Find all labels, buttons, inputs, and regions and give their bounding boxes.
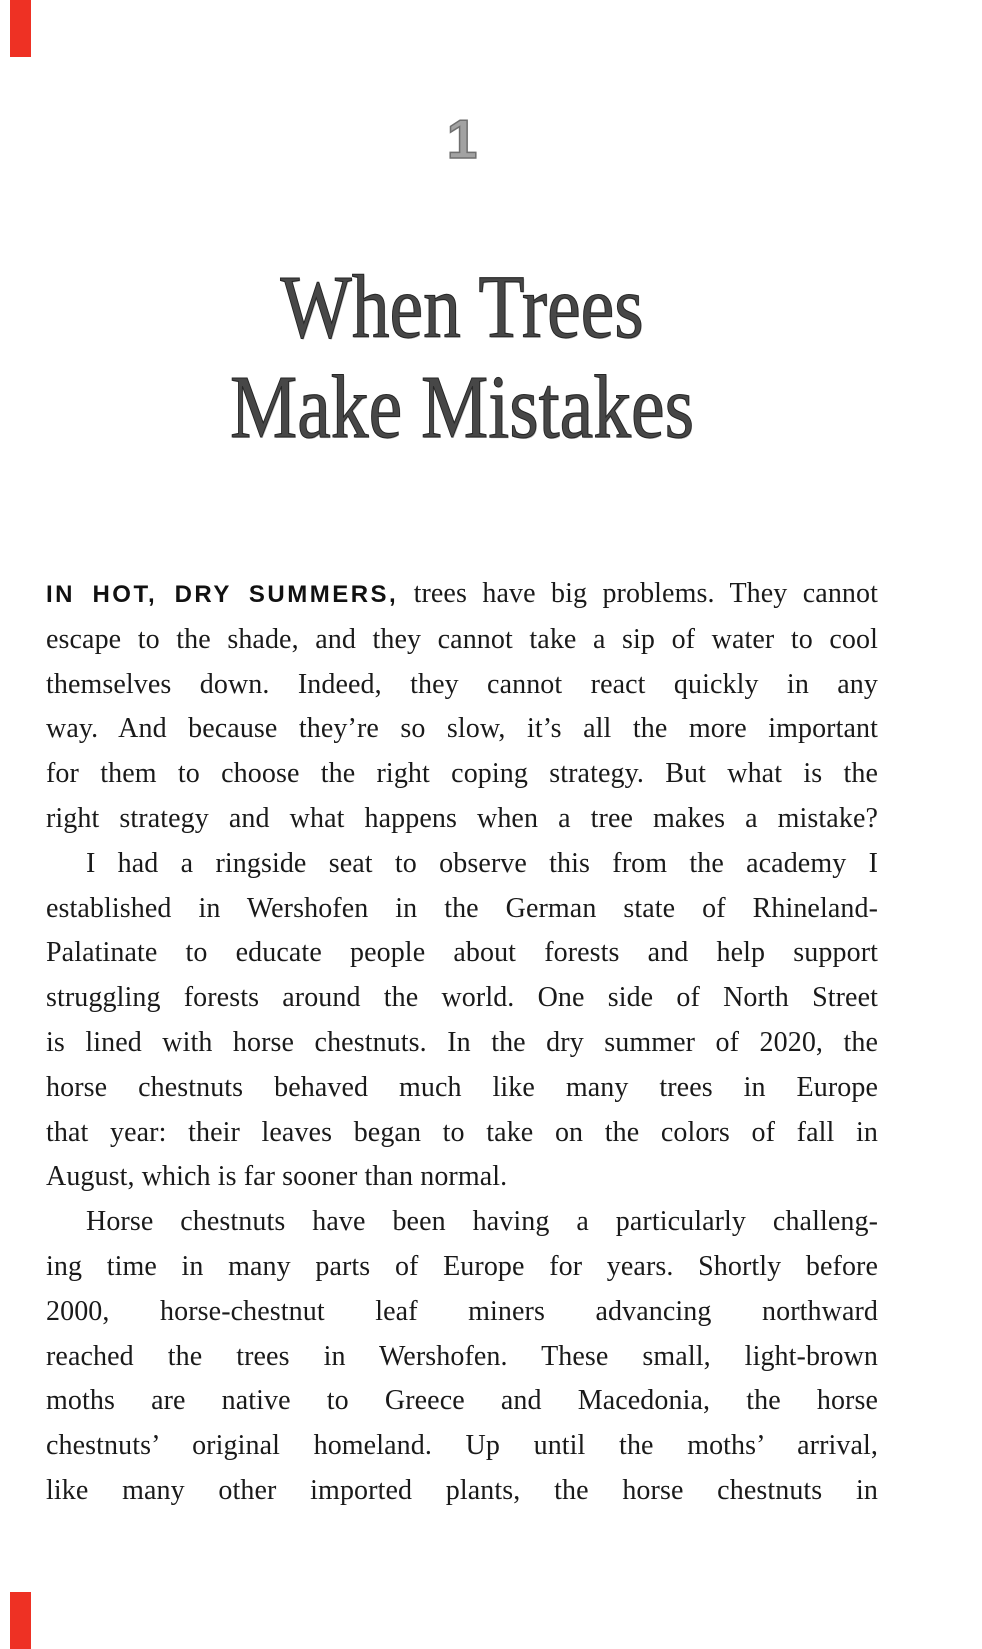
text-line: IN HOT, DRY SUMMERS, trees have big problems. They cannot — [46, 578, 878, 609]
text-line: I had a ringside seat to observe this from the academy I — [86, 847, 878, 879]
text-line: escape to the shade, and they cannot take a sip of water to cool — [46, 623, 878, 655]
text-line: reached the trees in Wershofen. These small, light-brown — [46, 1340, 878, 1372]
chapter-number: 1 — [446, 108, 478, 170]
chapter-title-line-2: Make Mistakes — [229, 358, 695, 457]
text-line: horse chestnuts behaved much like many trees in Europe — [46, 1071, 878, 1103]
text-line: ing time in many parts of Europe for years. Shortly before — [46, 1250, 878, 1282]
text-line: right strategy and what happens when a tree makes a mistake? — [46, 802, 878, 834]
page-edge-mark-bottom — [10, 1592, 31, 1649]
text-line: Palatinate to educate people about forests and help support — [46, 937, 878, 969]
text-line: way. And because they’re so slow, it’s all the more important — [46, 713, 878, 745]
text-line: themselves down. Indeed, they cannot react quickly in any — [46, 668, 878, 700]
text-line: 2000, horse-chestnut leaf miners advancing northward — [46, 1295, 878, 1327]
chapter-title-line-1: When Trees — [280, 258, 644, 357]
text-line: that year: their leaves began to take on the colors of fall in — [46, 1116, 878, 1148]
text-line: chestnuts’ original homeland. Up until the moths’ arrival, — [46, 1430, 878, 1462]
text-line: August, which is far sooner than normal. — [46, 1161, 508, 1193]
body-text — [46, 572, 878, 1514]
text-line: for them to choose the right coping strategy. But what is the — [46, 758, 878, 790]
text-line: Horse chestnuts have been having a particularly challeng- — [86, 1206, 878, 1238]
text-line: like many other imported plants, the horse chestnuts in — [46, 1474, 878, 1506]
text-line: is lined with horse chestnuts. In the dry summer of 2020, the — [46, 1026, 878, 1058]
paragraph-lead-in: IN HOT, DRY SUMMERS, — [46, 581, 399, 608]
text-line: moths are native to Greece and Macedonia, the horse — [46, 1385, 878, 1417]
text-line: struggling forests around the world. One side of North Street — [46, 982, 878, 1014]
text-line: established in Wershofen in the German state of Rhineland- — [46, 892, 878, 924]
chapter-title — [113, 258, 812, 458]
page-edge-mark-top — [10, 0, 31, 57]
